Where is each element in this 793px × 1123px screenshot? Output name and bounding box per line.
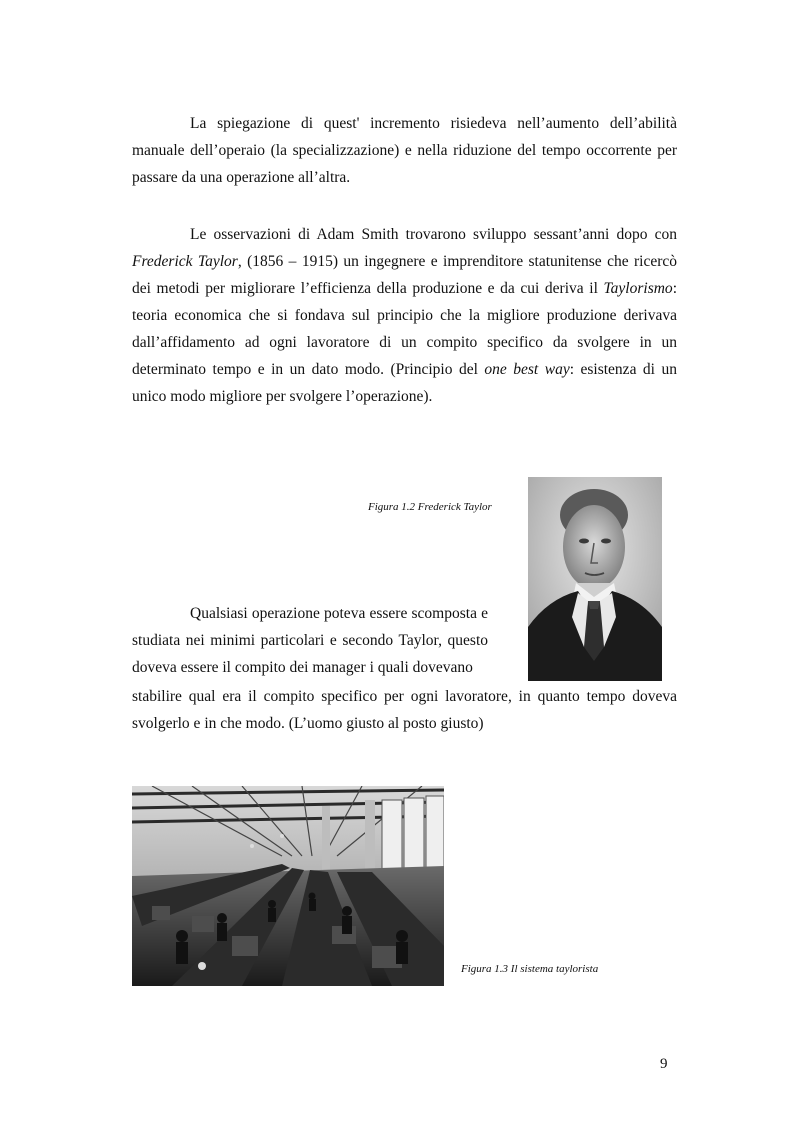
paragraph-2-name: Frederick Taylor bbox=[132, 253, 238, 270]
figure-1-2-caption: Figura 1.2 Frederick Taylor bbox=[368, 501, 492, 513]
paragraph-2 bbox=[132, 221, 677, 410]
figure-1-3-caption: Figura 1.3 Il sistema taylorista bbox=[461, 963, 599, 975]
paragraph-2-mid1: , (1856 – 1915) un ingegnere e imprenditore statunitense che ricercò dei metodi per migliorare l’efficienza della produzione e da cui deriva il bbox=[132, 253, 677, 297]
paragraph-3-continuation: stabilire qual era il compito specifico per ogni lavoratore, in quanto tempo doveva svolgerlo e in che modo. (L’uomo giusto al posto giusto) bbox=[132, 688, 677, 732]
paragraph-2-term: Taylorismo bbox=[603, 280, 673, 297]
paragraph-1-text: La spiegazione di quest' incremento risiedeva nell’aumento dell’abilità manuale dell’operaio (la specializzazione) e nella riduzione del tempo occorrente per passare da una operazione all’altra. bbox=[132, 115, 677, 186]
paragraph-2-intro: Le osservazioni di Adam Smith trovarono sviluppo sessant’anni dopo con bbox=[190, 226, 677, 243]
paragraph-2-phrase: one best way bbox=[484, 361, 570, 378]
paragraph-2-end: : esistenza di un unico modo migliore per svolgere l’operazione). bbox=[132, 361, 677, 405]
taylorist-factory-photo bbox=[132, 786, 444, 986]
paragraph-2-mid2: : teoria economica che si fondava sul principio che la migliore produzione derivava dall’affidamento ad ogni lavoratore di un compito specifico da svolgere in un determinato tempo e in un dato modo. (Principio del bbox=[132, 280, 677, 378]
frederick-taylor-portrait bbox=[528, 477, 662, 681]
paragraph-3-wrapped-text: Qualsiasi operazione poteva essere scomposta e studiata nei minimi particolari e secondo Taylor, questo doveva essere il compito dei manager i quali dovevano bbox=[132, 605, 488, 676]
paragraph-1 bbox=[132, 110, 677, 191]
paragraph-3-wrapped bbox=[132, 600, 488, 681]
page-number: 9 bbox=[660, 1056, 668, 1072]
